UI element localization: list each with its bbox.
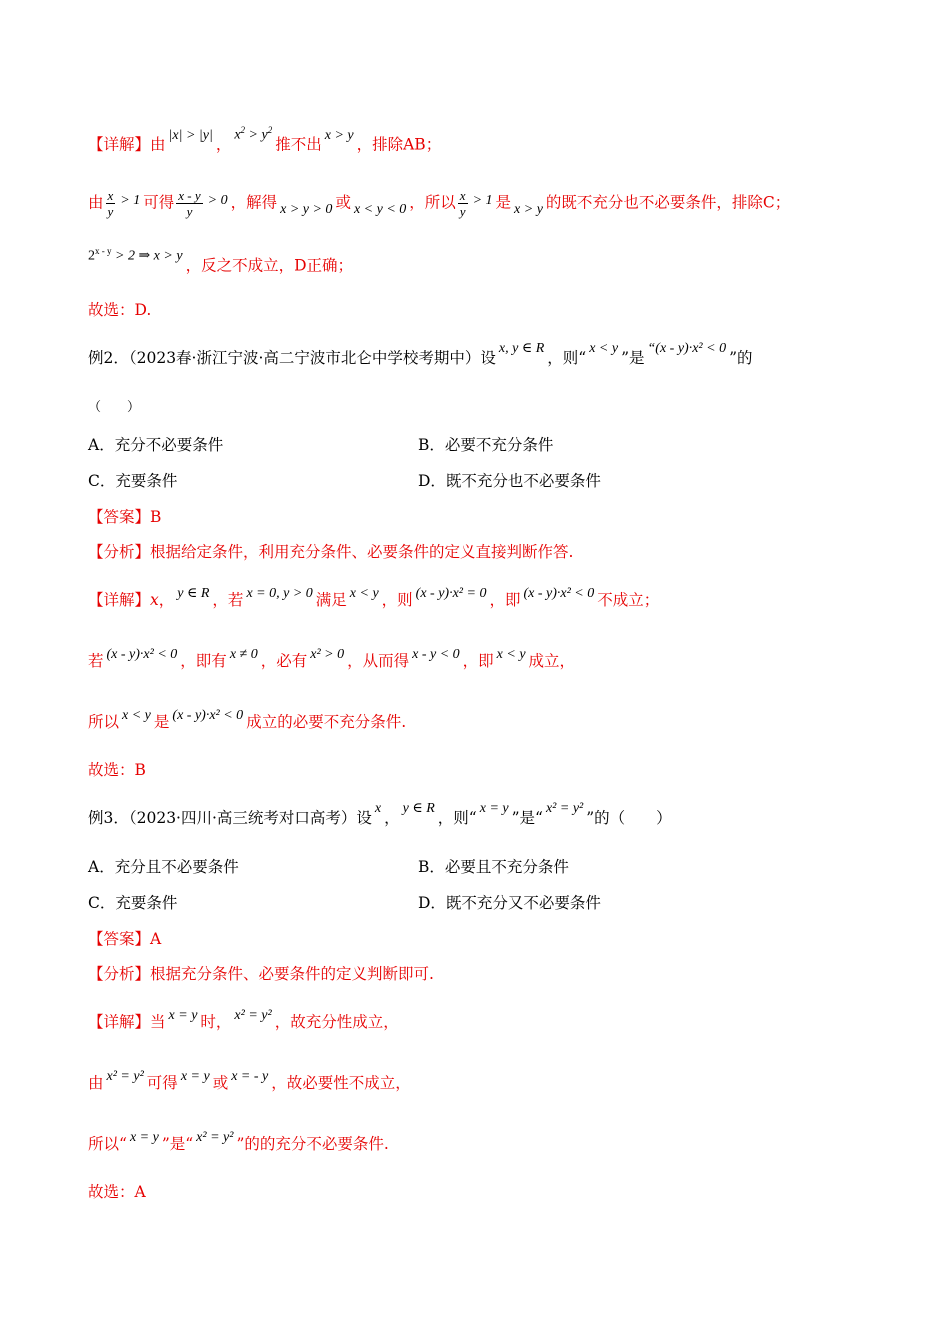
ex2-detail-line3: 所以 x < y 是 (x - y)·x² < 0 成立的必要不充分条件. [88,708,407,731]
math-x-gt-y: x > y [324,127,354,143]
ex3-detail-line3: 所以“ x = y ”是“ x² = y² ”的的充分不必要条件. [88,1130,389,1153]
ex2-option-b: B．必要不充分条件 [418,436,554,454]
ex3-detail-line2: 由 x² = y² 可得 x = y 或 x = - y ，故必要性不成立， [88,1069,411,1092]
ex3-answer: 【答案】A [88,930,162,948]
math-x2-gt-y2: $x^2 > y^2$ [234,125,273,143]
ex2-option-d: D．既不充分也不必要条件 [418,472,601,490]
ex2-option-a: A．充分不必要条件 [88,436,224,454]
ex3-option-c: C．充要条件 [88,894,178,912]
ex3-title: 例3．（2023·四川·高三统考对口高考）设x，y ∈ R，则“x = y”是“x² = y²”的（ ） [88,801,672,827]
ex3-detail-line1: 【详解】当 x = y 时， x² = y² ，故充分性成立， [88,1008,399,1031]
ex1-detail-line1: 【详解】由|x| > |y|，$x^2 > y^2$推不出x > y，排除AB； [88,131,441,157]
ex2-title: 例2．（2023春·浙江宁波·高二宁波市北仑中学校考期中）设x, y ∈ R，则“x < y”是“(x - y)·x² < 0”的 [88,341,753,367]
fraction-x-minus-y-over-y: $\frac{x - y}{y}$ [178,188,201,219]
ex2-answer: 【答案】B [88,508,162,526]
ex3-option-a: A．充分且不必要条件 [88,858,239,876]
ex2-detail-line2: 若 (x - y)·x² < 0 ，即有 x ≠ 0 ，必有 x² > 0 ，从而得 x - y < 0 ，即 x < y 成立， [88,647,576,670]
fraction-x-over-y: $\frac{x}{y}$ [107,188,114,219]
ex3-option-b: B．必要且不充分条件 [418,858,569,876]
ex1-conclusion: 故选：D. [88,301,152,319]
ex2-option-c: C．充要条件 [88,472,178,490]
math-power-expression: 2$^{x - y}$ > 2 ⇒ x > y [88,246,183,264]
ex1-detail-line2: 由 $\frac{x}{y}$ > 1 可得 $\frac{x - y}{y}$ > 0 ，解得 x > y > 0 或 x < y < 0 ，所以 $\frac{x}{y}$ > 1 是 x > y 的既不充分也不必要条件，排除C； [88,188,791,219]
ex2-conclusion: 故选：B [88,761,146,779]
ex3-option-d: D．既不充分又不必要条件 [418,894,601,912]
fraction-x-over-y-2: $\frac{x}{y}$ [459,188,466,219]
ex1-detail-line3: 2$^{x - y}$ > 2 ⇒ x > y，反之不成立，D正确； [88,252,353,278]
ex3-analysis: 【分析】根据充分条件、必要条件的定义判断即可. [88,965,434,983]
math-abs-x-gt-abs-y: |x| > |y| [168,127,213,143]
ex3-conclusion: 故选：A [88,1183,146,1201]
ex2-analysis: 【分析】根据给定条件，利用充分条件、必要条件的定义直接判断作答. [88,543,574,561]
ex2-answer-paren: （ ） [88,400,141,415]
ex2-detail-line1: 【详解】x， y ∈ R ，若 x = 0, y > 0 满足 x < y ，则 (x - y)·x² = 0 ，即 (x - y)·x² < 0 不成立； [88,586,660,609]
